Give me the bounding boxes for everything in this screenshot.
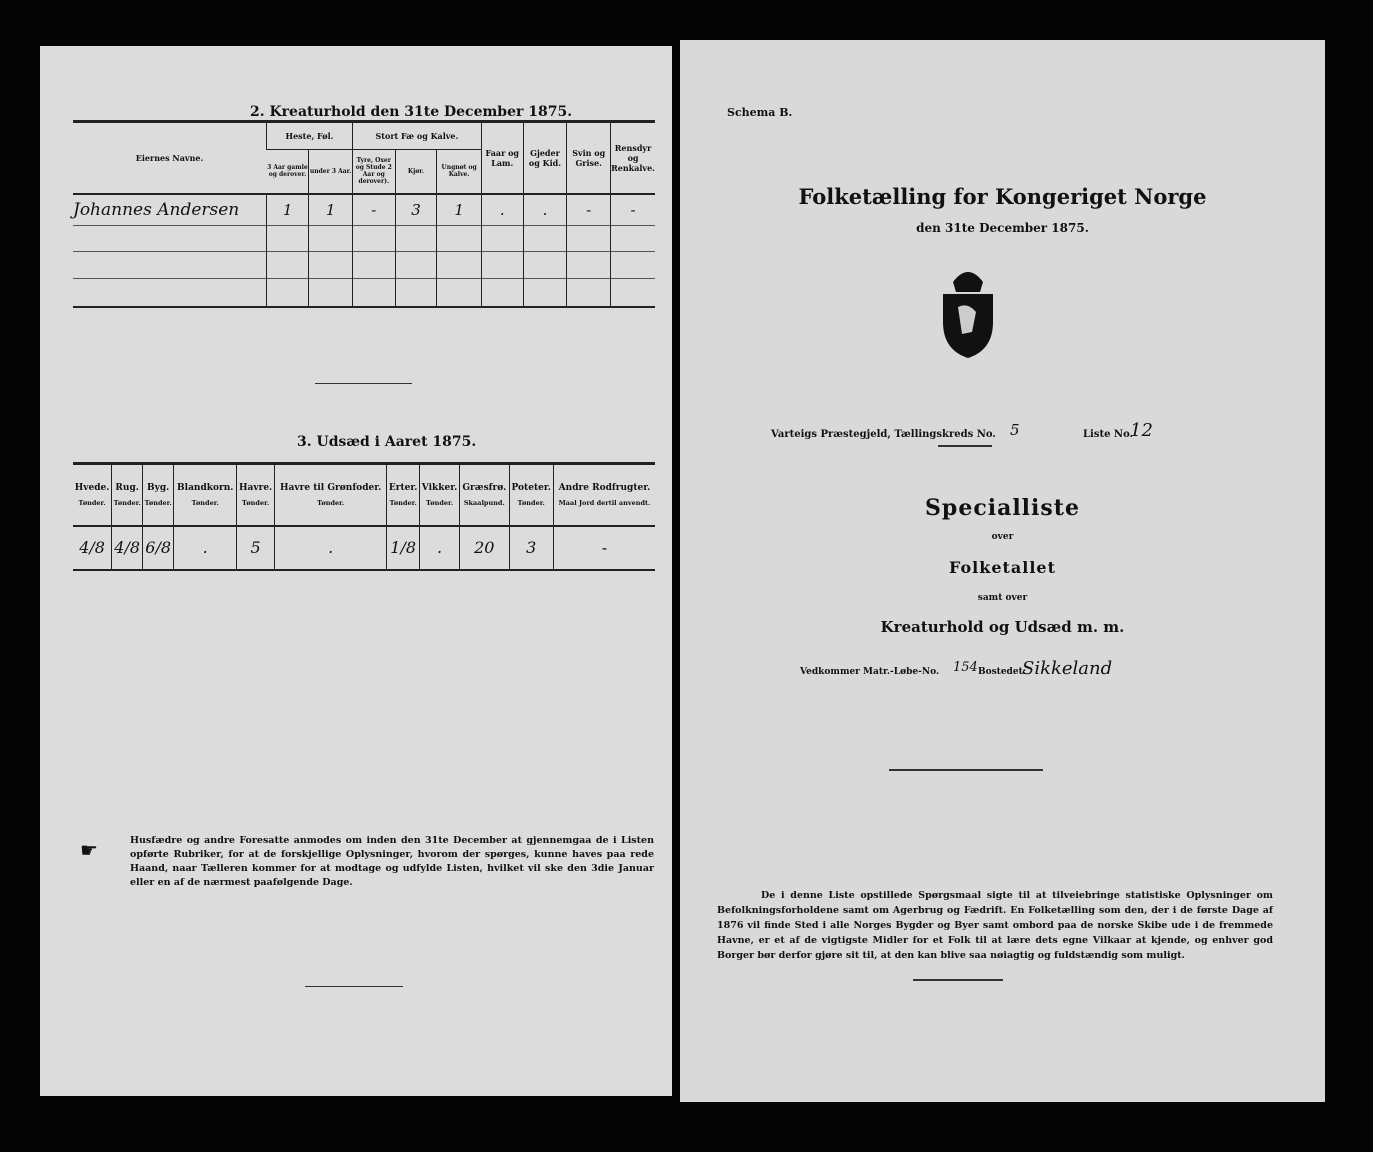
parish-label: Varteigs Præstegjeld, Tællingskreds No. xyxy=(771,429,996,440)
cell: - xyxy=(611,194,655,226)
cell: 1 xyxy=(309,194,353,226)
seed-col-unit: Tønder. xyxy=(389,498,417,507)
seed-col-name: Byg. xyxy=(147,482,170,493)
seed-col-unit: Tønder. xyxy=(425,498,454,507)
seed-col-unit: Tønder. xyxy=(517,498,545,507)
seed-col-header xyxy=(112,464,143,526)
bosted-label: Bostedet: xyxy=(978,667,1027,677)
seed-col-header xyxy=(237,464,275,526)
seed-col-unit: Maal Jord dertil anvendt. xyxy=(558,498,651,507)
group-heste: Heste, Føl. xyxy=(267,122,353,150)
seed-cell: 5 xyxy=(237,526,275,570)
seed-cell: 4/8 xyxy=(79,538,105,557)
seed-col-name: Erter. xyxy=(388,482,418,493)
pointing-hand-icon: ☛ xyxy=(80,838,98,862)
seed-col-name: Græsfrø. xyxy=(462,482,507,493)
table-row xyxy=(73,526,655,570)
folketallet-text: Folketallet xyxy=(949,558,1056,577)
seed-col-header xyxy=(387,464,420,526)
seed-col-header xyxy=(174,464,237,526)
matr-no: 154 xyxy=(953,660,978,675)
cell: 1 xyxy=(267,194,309,226)
livestock-table xyxy=(73,120,655,308)
seed-col-unit: Tønder. xyxy=(78,498,106,507)
col-header: Tyre, Oxer og Stude 2 Aar og derover). xyxy=(352,150,395,194)
col-header: Ungnøt og Kalve. xyxy=(437,150,482,194)
seed-cell: 4/8 xyxy=(112,526,143,570)
cell: 3 xyxy=(395,194,437,226)
heading: Specialliste xyxy=(925,495,1080,521)
list-no: 12 xyxy=(1130,420,1153,441)
col-header: under 3 Aar. xyxy=(309,150,353,194)
samt-over-text: samt over xyxy=(977,593,1028,603)
seed-col-unit: Tønder. xyxy=(317,498,345,507)
seed-col-name: Blandkorn. xyxy=(177,482,234,493)
seed-col-unit: Tønder. xyxy=(113,498,141,507)
seed-col-header xyxy=(73,464,112,526)
cell: - xyxy=(567,194,611,226)
seed-col-name: Vikker. xyxy=(421,482,458,493)
seed-cell: 1/8 xyxy=(387,526,420,570)
cell: 1 xyxy=(437,194,482,226)
district-no: 5 xyxy=(1010,421,1020,439)
divider xyxy=(889,769,1043,771)
col-header: Svin og Grise. xyxy=(567,122,611,194)
owner-header: Eiernes Navne. xyxy=(135,152,204,163)
seed-col-unit: Tønder. xyxy=(144,498,172,507)
seed-col-header xyxy=(143,464,174,526)
seed-col-name: Andre Rodfrugter. xyxy=(558,482,651,493)
divider xyxy=(315,383,412,384)
date: den 31te December 1875. xyxy=(916,221,1089,235)
col-header: Kjør. xyxy=(395,150,437,194)
divider xyxy=(305,986,403,987)
seed-cell: 3 xyxy=(509,526,553,570)
list-label: Liste No. xyxy=(1083,429,1134,440)
seed-col-header xyxy=(274,464,387,526)
cell: . xyxy=(523,194,567,226)
info-paragraph: De i denne Liste opstillede Spørgsmaal sigte til at tilveiebringe statistiske Oplysninger om Befolkningsforholdene samt om Agerbrug og Fædrift. En Folketælling som den, der i de første Dage af 1876 vil finde Sted i alle Norges Bygder og Byer samt ombord paa de norske Skibe ude i de fremmede Havne, er et af de vigtigste Midler for et Folk til at lære dets egne Vilkaar at kjende, og enhver god Borger bør derfor gjøre sit til, at den kan blive saa nøiagtig og fuldstændig som muligt. xyxy=(717,890,1273,961)
section2-title: 2. Kreaturhold den 31te December 1875. xyxy=(250,104,573,120)
col-header: Rensdyr og Renkalve. xyxy=(611,122,655,194)
seed-col-header xyxy=(460,464,509,526)
seed-col-header xyxy=(419,464,459,526)
cell: . xyxy=(481,194,523,226)
schema-label: Schema B. xyxy=(727,106,793,119)
col-header: 3 Aar gamle og derover. xyxy=(267,164,308,179)
seed-col-header xyxy=(509,464,553,526)
group-stort: Stort Fæ og Kalve. xyxy=(352,122,481,150)
left-page xyxy=(40,46,672,1096)
seed-col-name: Poteter. xyxy=(511,482,551,493)
right-page xyxy=(680,40,1325,1102)
main-title: Folketælling for Kongeriget Norge xyxy=(798,184,1207,209)
seed-col-name: Hvede. xyxy=(74,482,110,493)
seed-table xyxy=(73,462,655,571)
section3-title: 3. Udsæd i Aaret 1875. xyxy=(297,434,477,450)
cell: - xyxy=(352,194,395,226)
owner-name: Johannes Andersen xyxy=(73,199,240,220)
seed-col-header xyxy=(553,464,655,526)
col-header: Gjeder og Kid. xyxy=(523,122,567,194)
bosted-value: Sikkeland xyxy=(1022,658,1113,679)
seed-col-unit: Skaalpund. xyxy=(463,498,505,507)
col-header: Faar og Lam. xyxy=(481,122,523,194)
seed-cell: . xyxy=(419,526,459,570)
seed-col-name: Havre. xyxy=(239,482,273,493)
coat-of-arms-icon xyxy=(938,262,998,362)
seed-col-name: Havre til Grønfoder. xyxy=(280,482,382,493)
seed-cell: . xyxy=(274,526,387,570)
seed-cell: . xyxy=(174,526,237,570)
over-text: over xyxy=(991,532,1014,542)
seed-col-unit: Tønder. xyxy=(191,498,219,507)
seed-col-unit: Tønder. xyxy=(242,498,270,507)
divider xyxy=(938,445,992,447)
matr-label: Vedkommer Matr.-Løbe-No. xyxy=(800,667,940,677)
divider xyxy=(913,979,1003,981)
subheading: Kreaturhold og Udsæd m. m. xyxy=(880,618,1125,636)
seed-cell: 6/8 xyxy=(143,526,174,570)
seed-cell: 20 xyxy=(460,526,509,570)
seed-cell: - xyxy=(553,526,655,570)
notice-text: Husfædre og andre Foresatte anmodes om inden den 31te December at gjennemgaa de i Listen opførte Rubriker, for at de forskjellige Oplysninger, hvorom der spørges, kunne haves paa rede Haand, naar Tælleren kommer for at modtage og udfylde Listen, hvilket vil ske den 3die Januar eller en af de nærmest paafølgende Dage. xyxy=(130,835,654,888)
seed-col-name: Rug. xyxy=(115,482,139,493)
table-row xyxy=(73,194,655,226)
